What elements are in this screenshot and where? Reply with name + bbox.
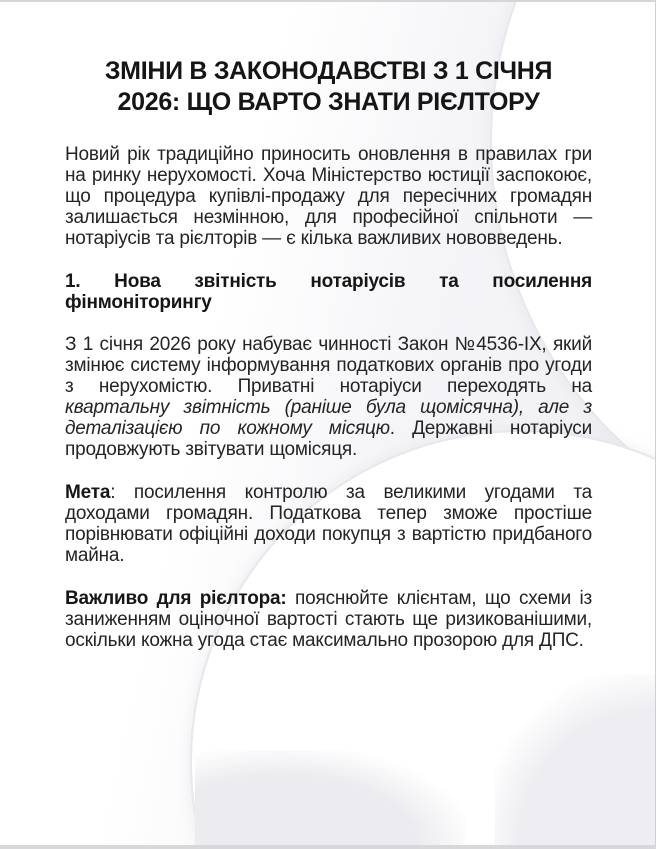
article-body	[65, 144, 592, 651]
realtor-note-paragraph: Важливо для рієлтора: пояснюйте клієнтам, що схеми із заниженням оціночної вартості стають ще ризикованішими, оскільки кожна угода стає максимально прозорою для ДПС.	[65, 588, 592, 651]
page-title-line-2: 2026: ЩО ВАРТО ЗНАТИ РІЄЛТОРУ	[117, 88, 540, 116]
section-1-heading: 1. Нова звітність нотаріусів та посилення фінмоніторингу	[65, 271, 592, 313]
decor-corner-shade	[495, 675, 655, 845]
page-bottom-edge-line	[0, 845, 656, 849]
decor-gray-wedge	[195, 750, 465, 845]
goal-paragraph: Мета: посилення контролю за великими угодами та доходами громадян. Податкова тепер зможе простіше порівнювати офіційні доходи покупця з вартістю придбаного майна.	[65, 482, 592, 566]
page-title	[65, 56, 592, 118]
page-title-line-1: ЗМІНИ В ЗАКОНОДАВСТВІ З 1 СІЧНЯ	[104, 57, 553, 85]
intro-paragraph: Новий рік традиційно приносить оновлення в правилах гри на ринку нерухомості. Хоча Міністерство юстиції заспокоює, що процедура купівлі-продажу для пересічних громадян залишається незмінною, для професійної спільноти — нотаріусів та рієлторів — є кілька важливих нововведень.	[65, 144, 592, 249]
section-1-paragraph: З 1 січня 2026 року набуває чинності Закон №4536-IX, який змінює систему інформування податкових органів про угоди з нерухомістю. Приватні нотаріуси переходять на квартальну звітність (раніше була щомісячна), але з деталізацією по кожному місяцю. Державні нотаріуси продовжують звітувати щомісяця.	[65, 334, 592, 460]
